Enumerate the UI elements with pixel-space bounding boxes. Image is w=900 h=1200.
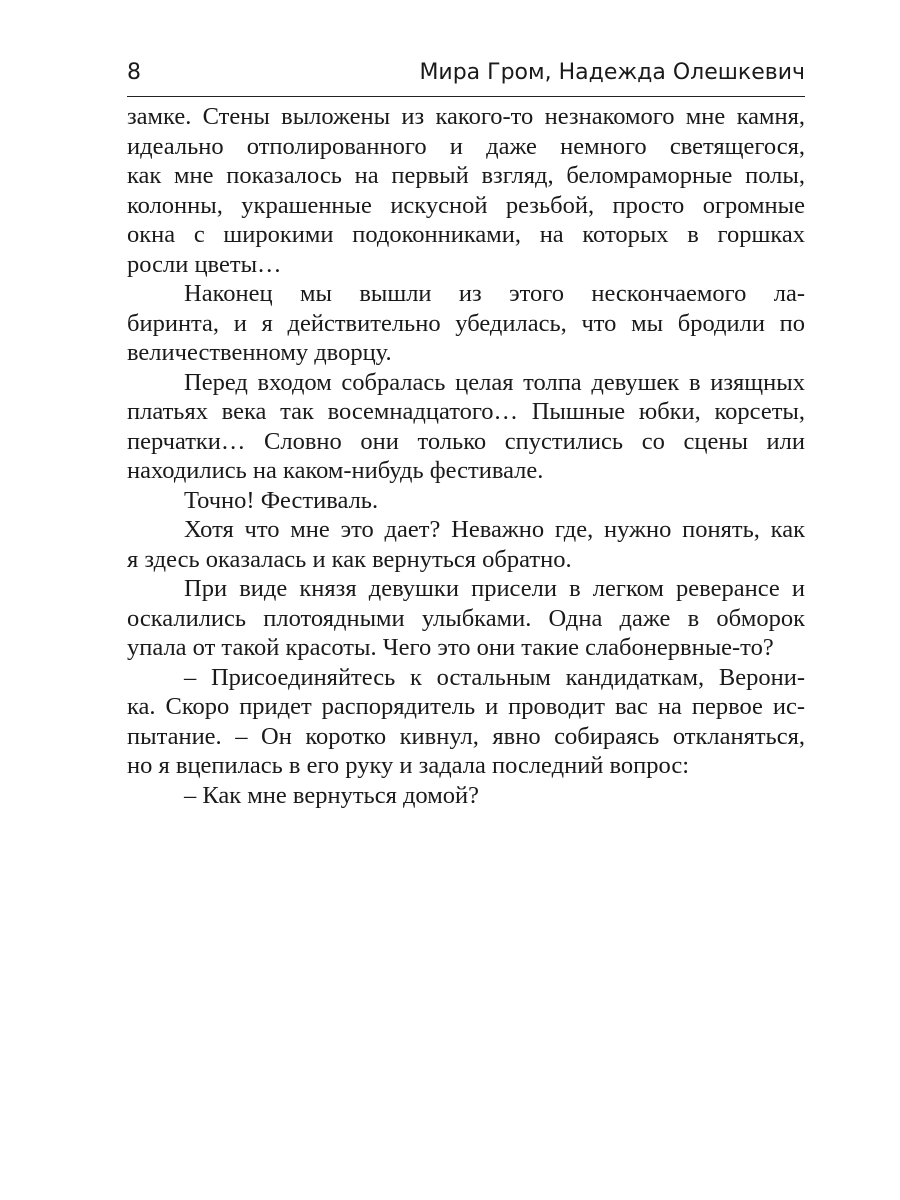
text-line: оскалились плотоядными улыбками. Одна даже в обморок xyxy=(127,604,805,632)
text-line: как мне показалось на первый взгляд, беломраморные полы, xyxy=(127,162,805,189)
text-line: росли цветы… xyxy=(127,250,282,278)
text-line: идеально отполированного и даже немного светящегося, xyxy=(127,132,805,160)
text-line: ка. Скоро придет распорядитель и проводит вас на первое ис- xyxy=(127,693,805,720)
text-line: Перед входом собралась целая толпа девушек в изящных xyxy=(184,368,805,396)
text-line: платьях века так восемнадцатого… Пышные юбки, корсеты, xyxy=(127,398,805,425)
text-line: я здесь оказалась и как вернуться обратно. xyxy=(127,545,572,573)
text-line: колонны, украшенные искусной резьбой, просто огромные xyxy=(127,191,805,219)
text-line: упала от такой красоты. Чего это они такие слабонервные-то? xyxy=(127,634,774,661)
text-line: окна с широкими подоконниками, на которых в горшках xyxy=(127,221,805,248)
text-line: величественному дворцу. xyxy=(127,339,392,366)
text-line: – Как мне вернуться домой? xyxy=(184,781,479,809)
text-line: замке. Стены выложены из какого-то незнакомого мне камня, xyxy=(127,103,805,130)
text-line: При виде князя девушки присели в легком реверансе и xyxy=(184,575,805,602)
text-line: пытание. – Он коротко кивнул, явно собираясь откланяться, xyxy=(127,722,805,750)
running-title: Мира Гром, Надежда Олешкевич xyxy=(419,60,805,85)
text-line: перчатки… Словно они только спустились со сцены или xyxy=(127,427,805,455)
text-line: биринта, и я действительно убедилась, что мы бродили по xyxy=(127,309,805,337)
text-line: Хотя что мне это дает? Неважно где, нужно понять, как xyxy=(184,516,805,543)
text-line: Точно! Фестиваль. xyxy=(184,486,379,514)
body-text xyxy=(127,102,805,810)
text-line: находились на каком-нибудь фестивале. xyxy=(127,457,544,484)
text-line: но я вцепилась в его руку и задала последний вопрос: xyxy=(127,752,690,779)
text-line: Наконец мы вышли из этого нескончаемого ла- xyxy=(184,280,805,307)
page-number: 8 xyxy=(127,60,141,85)
page-header xyxy=(127,56,805,97)
text-line: – Присоединяйтесь к остальным кандидаткам, Верони- xyxy=(184,663,805,691)
